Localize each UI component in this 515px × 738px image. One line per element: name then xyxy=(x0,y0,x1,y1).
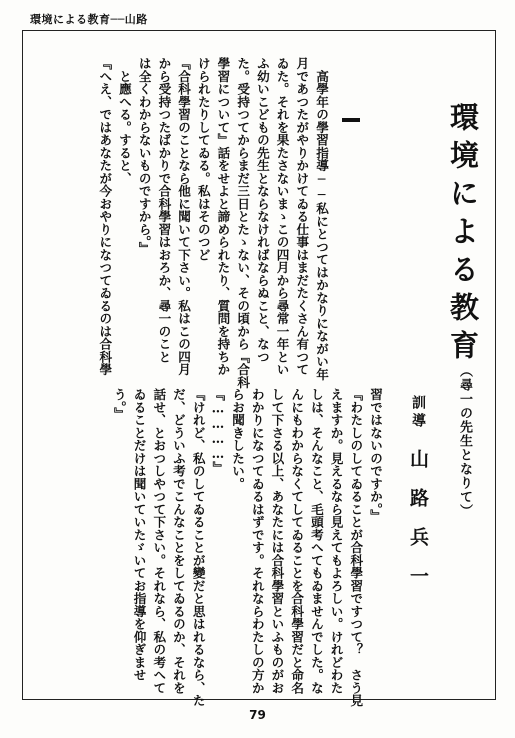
body-upper-line: 『合科學習のことなら他に聞いて下さい。私はこの四月 xyxy=(176,57,192,376)
running-head: 環境による教育──山路 xyxy=(30,13,148,26)
body-lower-line: しは、そんなこと、毛頭考へてもゐませんでした。な xyxy=(308,388,324,694)
body-lower-line: んにもわからなくてしてゐることを合科學習だと命名 xyxy=(289,388,305,694)
body-lower-line: 話せ、とおつしやつて下さい。それなら、私の考へて xyxy=(151,388,167,694)
author-name: 山路兵一 xyxy=(407,449,429,605)
section-number-text xyxy=(342,118,343,119)
body-upper-line: 學習について』話をせよと諦められたり、質問を持ちか xyxy=(215,57,231,376)
body-lower-line: 習ではないのですか。』 xyxy=(368,388,383,522)
body-lower-line: だ、どういふ考でこんなことをしてゐるのか、それを xyxy=(170,388,186,694)
body-text-lower xyxy=(109,388,385,707)
body-upper-line: から受持つたばかりで合科學習はおろか、尋一のこと xyxy=(156,57,172,363)
body-lower-line: 『…………』 xyxy=(210,388,226,475)
body-upper-line: ふ幼いこどもの先生とならなければならぬこと、なつ xyxy=(254,57,270,363)
body-lower-line: えますか。見えるなら見えてもよろしい。けれどわた xyxy=(328,388,344,694)
body-text-upper xyxy=(95,57,331,389)
page-number: 79 xyxy=(249,708,266,722)
body-upper-line: と應へる。すると、 xyxy=(116,57,132,185)
body-lower-line: ゐることだけは聞いていたゞいてお指導を仰ぎませ xyxy=(131,388,147,682)
author-byline xyxy=(408,395,427,605)
article-subtitle: （尋一の先生となりて） xyxy=(457,364,472,518)
body-lower-line: う。』 xyxy=(111,388,127,420)
body-lower-line: 『けれど、私のしてゐることが變だと思はれるなら、た xyxy=(190,388,206,707)
body-upper-line: 高學年の學習指導──私にとつてはかなりにながい年 xyxy=(314,57,329,381)
body-upper-line: ゐた。それを果たさないまゝこの四月から尋常一年とい xyxy=(274,57,290,376)
body-lower-line: して下さる以上、あなたには合科學習といふものがお xyxy=(269,388,285,694)
body-lower-line: わかりになつてゐるはずです。それならわたしの方か xyxy=(249,388,265,694)
section-number-one xyxy=(342,118,360,122)
author-role: 訓導 xyxy=(410,395,426,431)
body-lower-line: 『わたしのしてゐることが合科學習ですつて？ さう見 xyxy=(348,388,364,707)
body-lower-line: らお聞きしたい。 xyxy=(230,388,246,490)
body-upper-line: 『へえ、ではあなたが今おやりになつてゐるのは合科學 xyxy=(97,57,113,376)
body-upper-line: た。受持つてからまだ三日とたゝない、その頃から『合科 xyxy=(235,57,251,389)
body-upper-line: けられたりしてゐる。私はそのつど xyxy=(195,57,211,261)
body-upper-line: は全くわからないものですから。』 xyxy=(136,57,152,255)
article-title: 環境による教育 xyxy=(446,102,480,368)
body-upper-line: 月であつたがやりかけてゐる仕事はまだたくさん有つて xyxy=(294,57,310,376)
